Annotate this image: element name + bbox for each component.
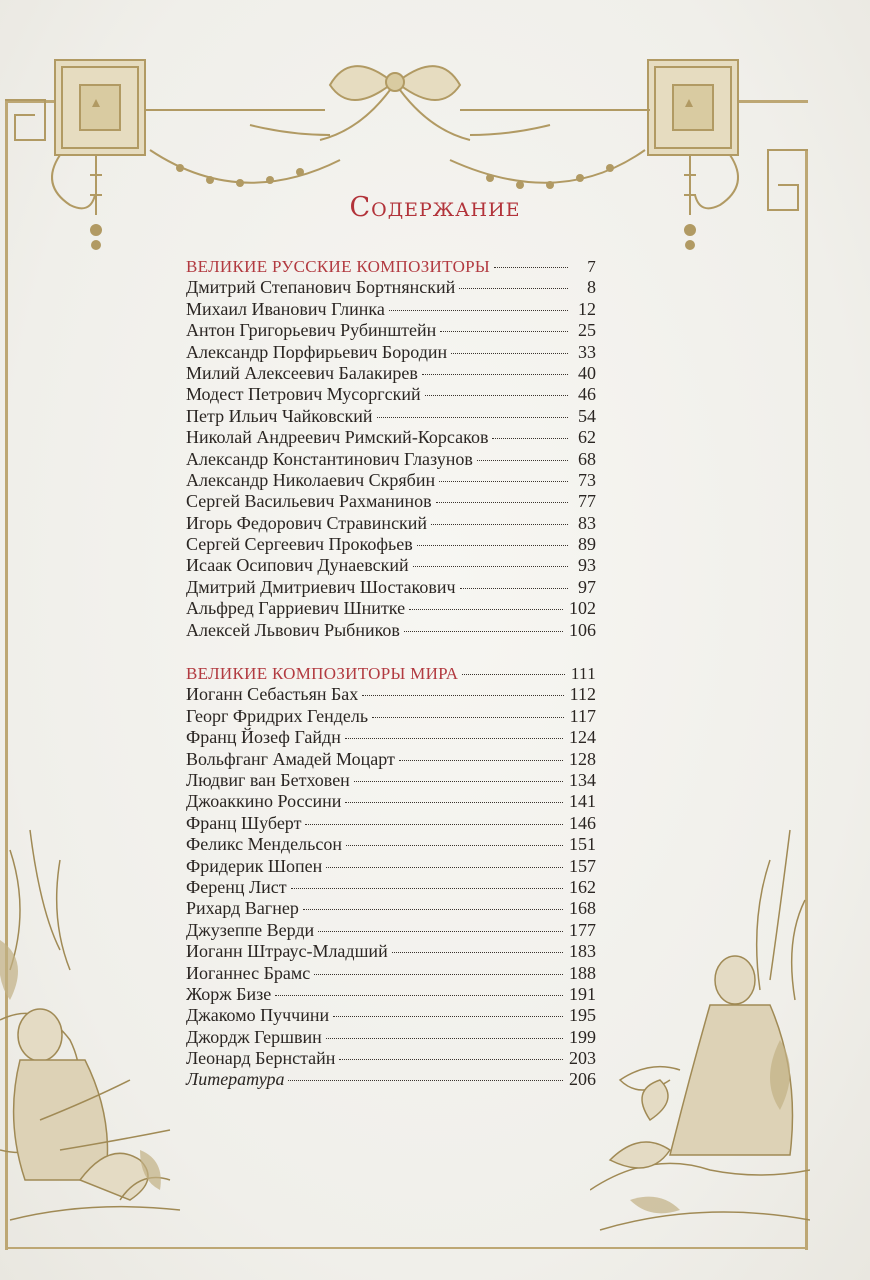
toc-entry[interactable] — [186, 941, 596, 962]
dot-leader — [372, 717, 564, 718]
toc-entry[interactable] — [186, 555, 596, 576]
page-number: 183 — [569, 941, 596, 962]
page-number: 46 — [578, 384, 596, 405]
page-number: 146 — [569, 812, 596, 833]
dot-leader — [425, 395, 568, 396]
dot-leader — [326, 1038, 563, 1039]
page-number: 93 — [578, 555, 596, 576]
dot-leader — [417, 545, 568, 546]
toc-entry[interactable] — [186, 791, 596, 812]
toc-entry[interactable] — [186, 749, 596, 770]
entry-name: Исаак Осипович Дунаевский — [186, 555, 409, 576]
page-number: 68 — [578, 448, 596, 469]
page-number: 106 — [569, 619, 596, 640]
entry-name: Рихард Вагнер — [186, 898, 299, 919]
dot-leader — [459, 288, 568, 289]
entry-name: Алексей Львович Рыбников — [186, 619, 400, 640]
page-number: 73 — [578, 469, 596, 490]
toc-entry[interactable] — [186, 984, 596, 1005]
toc-entry[interactable] — [186, 534, 596, 555]
dot-leader — [477, 460, 568, 461]
dot-leader — [409, 609, 563, 610]
page-number: 83 — [578, 512, 596, 533]
entry-name: Георг Фридрих Гендель — [186, 705, 369, 726]
toc-entry[interactable] — [186, 706, 596, 727]
entry-name: Феликс Мендельсон — [186, 834, 342, 855]
entry-name: Сергей Васильевич Рахманинов — [186, 491, 432, 512]
page-number: 157 — [569, 855, 596, 876]
page-number: 112 — [569, 684, 596, 705]
entry-name: Иоганнес Брамс — [186, 962, 311, 983]
entry-name: Александр Порфирьевич Бородин — [186, 341, 448, 362]
entry-name: Альфред Гарриевич Шнитке — [186, 598, 406, 619]
page-number: 40 — [578, 362, 596, 383]
dot-leader — [362, 695, 563, 696]
page-number: 25 — [578, 320, 596, 341]
section-heading-name: ВЕЛИКИЕ КОМПОЗИТОРЫ МИРА — [186, 664, 459, 684]
toc-entry[interactable] — [186, 299, 596, 320]
page-number: 124 — [569, 727, 596, 748]
dot-leader — [440, 331, 568, 332]
entry-name: Иоганн Штраус-Младший — [186, 941, 388, 962]
dot-leader — [318, 931, 563, 932]
dot-leader — [494, 267, 568, 268]
page-number: 188 — [569, 962, 596, 983]
muse-right-image — [590, 820, 810, 1240]
toc-section-heading[interactable] — [186, 256, 596, 277]
dot-leader — [404, 631, 563, 632]
dot-leader — [392, 952, 563, 953]
page-number: 54 — [578, 405, 596, 426]
dot-leader — [399, 760, 563, 761]
entry-name: Леонард Бернстайн — [186, 1048, 336, 1069]
entry-name: Джоаккино Россини — [186, 791, 342, 812]
entry-name: Модест Петрович Мусоргский — [186, 384, 421, 405]
toc-entry[interactable] — [186, 963, 596, 984]
entry-name: Ференц Лист — [186, 876, 287, 897]
table-of-contents — [186, 256, 596, 1091]
entry-name: Литература — [186, 1069, 285, 1090]
toc-entry[interactable] — [186, 620, 596, 641]
page-number: 8 — [587, 277, 596, 298]
toc-entry[interactable] — [186, 1048, 596, 1069]
page-number: 151 — [569, 834, 596, 855]
entry-name: Фридерик Шопен — [186, 855, 323, 876]
page-number: 199 — [569, 1026, 596, 1047]
entry-name: Дмитрий Степанович Бортнянский — [186, 277, 456, 298]
page-number: 162 — [569, 876, 596, 897]
toc-entry[interactable] — [186, 684, 596, 705]
dot-leader — [422, 374, 568, 375]
toc-entry[interactable] — [186, 384, 596, 405]
entry-name: Александр Николаевич Скрябин — [186, 469, 436, 490]
entry-name: Николай Андреевич Римский-Корсаков — [186, 427, 489, 448]
dot-leader — [275, 995, 563, 996]
entry-name: Милий Алексеевич Балакирев — [186, 362, 418, 383]
page-number: 117 — [569, 705, 596, 726]
page-number: 134 — [569, 769, 596, 790]
toc-entry[interactable] — [186, 491, 596, 512]
page-number: 195 — [569, 1005, 596, 1026]
toc-entry[interactable] — [186, 920, 596, 941]
entry-name: Людвиг ван Бетховен — [186, 769, 350, 790]
page-number: 7 — [587, 257, 596, 276]
entry-name: Петр Ильич Чайковский — [186, 405, 373, 426]
page-number: 177 — [569, 919, 596, 940]
dot-leader — [326, 867, 563, 868]
dot-leader — [305, 824, 563, 825]
entry-name: Джузеппе Верди — [186, 919, 315, 940]
dot-leader — [460, 588, 568, 589]
dot-leader — [451, 353, 568, 354]
dot-leader — [436, 502, 568, 503]
page-number: 33 — [578, 341, 596, 362]
entry-name: Игорь Федорович Стравинский — [186, 512, 428, 533]
page-number: 77 — [578, 491, 596, 512]
entry-name: Иоганн Себастьян Бах — [186, 684, 359, 705]
dot-leader — [439, 481, 568, 482]
entry-name: Дмитрий Дмитриевич Шостакович — [186, 576, 456, 597]
page-number: 102 — [569, 598, 596, 619]
dot-leader — [377, 417, 569, 418]
entry-name: Вольфганг Амадей Моцарт — [186, 748, 395, 769]
toc-entry[interactable] — [186, 406, 596, 427]
entry-name: Жорж Бизе — [186, 983, 272, 1004]
page-number: 141 — [569, 791, 596, 812]
page-number: 191 — [569, 983, 596, 1004]
page-number: 111 — [570, 664, 596, 684]
toc-entry[interactable] — [186, 877, 596, 898]
toc-entry[interactable] — [186, 449, 596, 470]
toc-entry[interactable] — [186, 770, 596, 791]
page-title: Содержание — [349, 192, 521, 223]
toc-entry[interactable] — [186, 470, 596, 491]
dot-leader — [291, 888, 563, 889]
dot-leader — [339, 1059, 563, 1060]
dot-leader — [346, 845, 563, 846]
page-number: 97 — [578, 576, 596, 597]
dot-leader — [492, 438, 568, 439]
dot-leader — [333, 1016, 563, 1017]
toc-entry[interactable] — [186, 277, 596, 298]
dot-leader — [288, 1080, 563, 1081]
dot-leader — [462, 674, 565, 675]
dot-leader — [345, 802, 563, 803]
frame-bottom-line — [5, 1247, 808, 1249]
toc-entry-literature[interactable] — [186, 1069, 596, 1090]
dot-leader — [345, 738, 563, 739]
toc-entry[interactable] — [186, 598, 596, 619]
entry-name: Александр Константинович Глазунов — [186, 448, 473, 469]
toc-entry[interactable] — [186, 898, 596, 919]
page-number: 168 — [569, 898, 596, 919]
entry-name: Сергей Сергеевич Прокофьев — [186, 534, 413, 555]
toc-entry[interactable] — [186, 513, 596, 534]
dot-leader — [413, 566, 568, 567]
toc-section-heading[interactable] — [186, 663, 596, 684]
toc-entry[interactable] — [186, 427, 596, 448]
section-heading-name: ВЕЛИКИЕ РУССКИЕ КОМПОЗИТОРЫ — [186, 257, 491, 276]
toc-entry[interactable] — [186, 834, 596, 855]
entry-name: Джакомо Пуччини — [186, 1005, 330, 1026]
page-number: 89 — [578, 534, 596, 555]
entry-name: Франц Шуберт — [186, 812, 302, 833]
entry-name: Михаил Иванович Глинка — [186, 298, 385, 319]
top-ornament-image — [0, 40, 870, 260]
toc-entry[interactable] — [186, 342, 596, 363]
toc-entry[interactable] — [186, 1027, 596, 1048]
page-number: 206 — [569, 1069, 596, 1090]
toc-entry[interactable] — [186, 320, 596, 341]
toc-entry[interactable] — [186, 813, 596, 834]
toc-entry[interactable] — [186, 727, 596, 748]
entry-name: Джордж Гершвин — [186, 1026, 322, 1047]
toc-entry[interactable] — [186, 363, 596, 384]
page-number: 62 — [578, 427, 596, 448]
page-number: 203 — [569, 1048, 596, 1069]
dot-leader — [389, 310, 568, 311]
dot-leader — [314, 974, 563, 975]
entry-name: Антон Григорьевич Рубинштейн — [186, 320, 437, 341]
dot-leader — [431, 524, 568, 525]
toc-entry[interactable] — [186, 577, 596, 598]
toc-entry[interactable] — [186, 1005, 596, 1026]
muse-left-image — [0, 820, 190, 1240]
page-number: 12 — [578, 298, 596, 319]
entry-name: Франц Йозеф Гайдн — [186, 727, 341, 748]
page-number: 128 — [569, 748, 596, 769]
toc-entry[interactable] — [186, 856, 596, 877]
dot-leader — [303, 909, 563, 910]
dot-leader — [354, 781, 563, 782]
